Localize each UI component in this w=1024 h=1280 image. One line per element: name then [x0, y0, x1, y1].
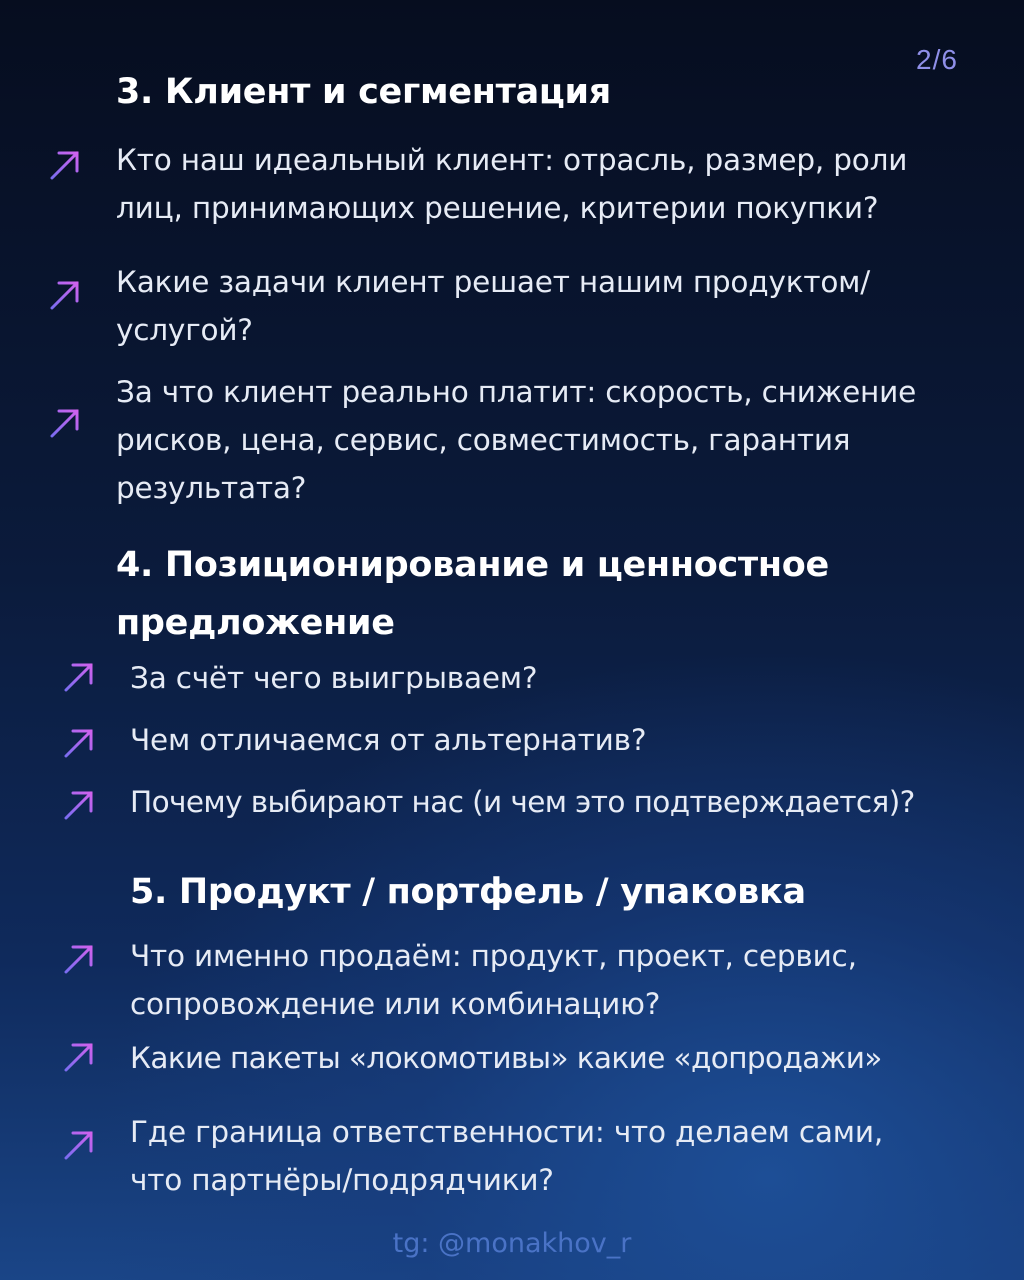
arrow-up-right-icon	[62, 726, 96, 760]
section-3-title: 3. Клиент и сегментация	[116, 72, 611, 112]
arrow-up-right-icon	[48, 278, 82, 312]
item-text-line: лиц, принимающих решение, критерии покупки?	[116, 191, 879, 225]
item-text-line: сопровождение или комбинацию?	[130, 987, 661, 1021]
arrow-up-right-icon	[62, 788, 96, 822]
item-text-line: За что клиент реально платит: скорость, снижение	[116, 375, 917, 409]
section-4-title-line: предложение	[116, 603, 395, 643]
list-item	[116, 258, 870, 354]
item-text-line: За счёт чего выигрываем?	[130, 661, 538, 695]
item-text-line: что партнёры/подрядчики?	[130, 1163, 554, 1197]
list-item	[130, 1034, 882, 1082]
item-text-line: Где граница ответственности: что делаем сами,	[130, 1115, 884, 1149]
list-item	[116, 368, 916, 512]
section-4-title-line: 4. Позиционирование и ценностное	[116, 545, 829, 585]
item-text-line: результата?	[116, 471, 307, 505]
list-item	[130, 1108, 883, 1204]
item-text-line: Какие задачи клиент решает нашим продуктом/	[116, 265, 870, 299]
list-item	[116, 136, 907, 232]
item-text-line: Чем отличаемся от альтернатив?	[130, 723, 647, 757]
item-text-line: Что именно продаём: продукт, проект, сервис,	[130, 939, 857, 973]
list-item	[130, 716, 646, 764]
arrow-up-right-icon	[48, 406, 82, 440]
arrow-up-right-icon	[62, 942, 96, 976]
list-item	[130, 932, 857, 1028]
telegram-handle: tg: @monakhov_r	[392, 1228, 632, 1259]
item-text-line: Почему выбирают нас (и чем это подтверждается)?	[130, 785, 915, 819]
section-5-title: 5. Продукт / портфель / упаковка	[130, 872, 806, 912]
item-text-line: рисков, цена, сервис, совместимость, гарантия	[116, 423, 851, 457]
item-text-line: услугой?	[116, 313, 253, 347]
list-item	[130, 654, 537, 702]
arrow-up-right-icon	[48, 148, 82, 182]
arrow-up-right-icon	[62, 1128, 96, 1162]
item-text-line: Кто наш идеальный клиент: отрасль, размер, роли	[116, 143, 908, 177]
arrow-up-right-icon	[62, 1040, 96, 1074]
list-item	[130, 778, 915, 826]
page-counter: 2/6	[916, 44, 958, 75]
arrow-up-right-icon	[62, 660, 96, 694]
item-text-line: Какие пакеты «локомотивы» какие «допродажи»	[130, 1041, 882, 1075]
section-4-title	[116, 536, 829, 652]
